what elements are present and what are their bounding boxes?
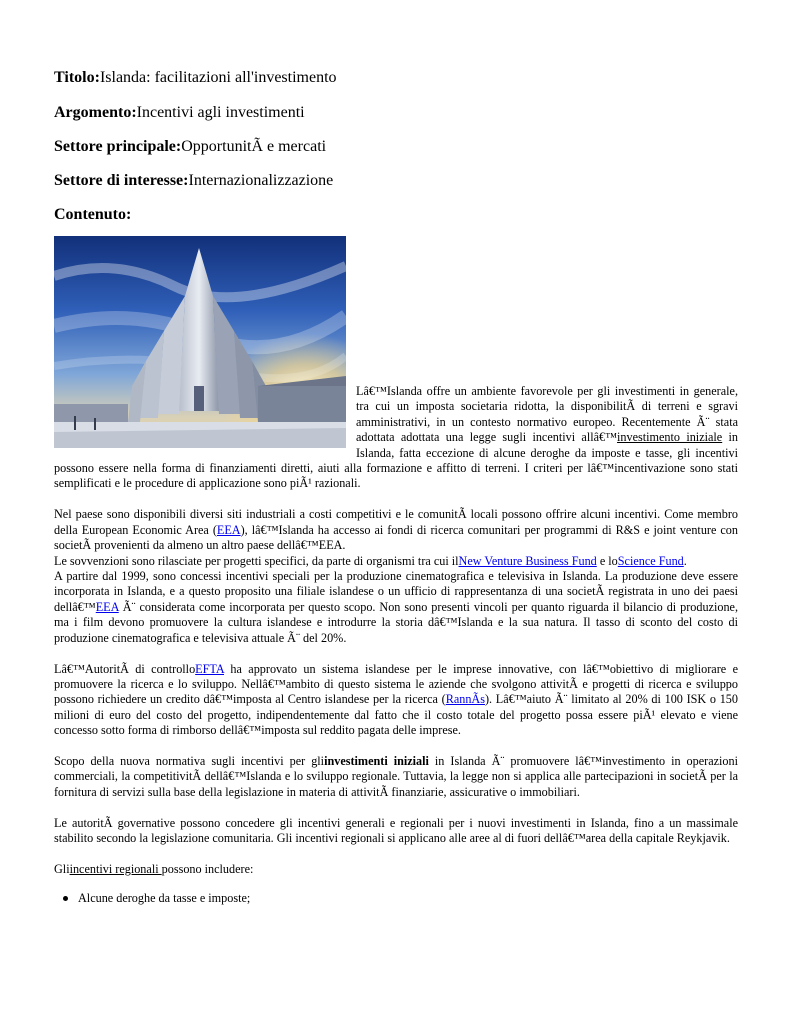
paragraph-eea xyxy=(54,507,738,646)
titolo-line xyxy=(54,68,337,88)
eea-text-1: Nel paese sono disponibili diversi siti industriali a costi competitivi e le comunitÃ locali possono offrire alcuni incentivi. Come membro della European Economic Area ( xyxy=(54,507,738,537)
scopo-text-1: Scopo della nuova normativa sugli incentivi per gli xyxy=(54,754,325,769)
bullet-icon xyxy=(63,896,68,901)
incentivi-regionali-term: incentivi regionali xyxy=(69,862,162,877)
autorita-text: Le autoritÃ governative possono concedere gli incentivi generali e regionali per i nuovi investimenti in Islanda, fino a un massimale stabilito secondo la legislazione comunitaria. Gli incentivi regionali si applicano alle aree al di fuori dellâ€™area della capitale Reykjavik. xyxy=(54,815,738,846)
efta-text-1: Lâ€™AutoritÃ di controllo xyxy=(54,661,196,676)
eea-link[interactable]: EEA xyxy=(216,522,241,537)
content-body xyxy=(54,236,738,907)
settore-principale-value: OpportunitÃ e mercati xyxy=(181,138,327,155)
eea-text-2: ), lâ€™Islanda ha accesso ai fondi di ricerca comunitari per programmi di R&S e joint venture con societÃ provenienti da almeno un altro paese dellâ€™EEA. xyxy=(54,522,738,553)
cinema-text-2: Ã¨ considerata come incorporata per questo scopo. Non sono presenti vincoli per quanto riguarda il bilancio di produzione, ma i film devono promuovere la cultura islandese e introdurre la storia dâ€™Islanda e la sua natura. Il tasso di sconto del costo di produzione cinematografica e televisiva attuale Ã¨ del 20%. xyxy=(54,599,738,645)
intro-text-2: in Islanda, fatta eccezione di alcune deroghe da imposte e tasse, gli incentivi possono essere nella forma di finanziamenti diretti, aiuti alla formazione e affitto di terreni. I criteri per lâ€™incentivazione sono stati semplificati e le procedure di applicazione sono piÃ¹ razionali. xyxy=(54,430,739,491)
paragraph-autorita xyxy=(54,816,738,847)
list-item-text: Alcune deroghe da tasse e imposte; xyxy=(78,891,251,906)
argomento-label: Argomento: xyxy=(54,104,137,121)
incentives-list xyxy=(54,891,738,906)
contenuto-line xyxy=(54,205,131,225)
fund-period: . xyxy=(683,553,687,568)
investimento-iniziale-term: investimento iniziale xyxy=(617,430,723,445)
efta-text-3: ). Lâ€™aiuto Ã¨ limitato al 20% di 100 ISK o 150 milioni di euro del costo del progetto, indipendentemente dal fatto che il costo totale del progetto possa essere piÃ¹ elevato e viene concesso sotto forma di rimborso dellâ€™imposta sul reddito pagata delle imprese. xyxy=(54,692,738,738)
regionali-text-1: Gli xyxy=(54,862,70,877)
list-item xyxy=(78,891,738,906)
efta-link[interactable]: EFTA xyxy=(195,661,224,676)
rannis-link[interactable]: RannÃs xyxy=(445,692,485,707)
settore-interesse-label: Settore di interesse: xyxy=(54,172,189,189)
intro-text-1: Lâ€™Islanda offre un ambiente favorevole per gli investimenti in generale, tra cui un imposta societaria ridotta, la disponibilitÃ di terreni e sgravi amministrativi, in un contesto normativo europeo. Recentemente Ã¨ stata adottata adottata una legge sugli incentivi allâ€™ xyxy=(356,384,738,445)
eea-link-2[interactable]: EEA xyxy=(95,599,119,614)
fund-connector-text: e lo xyxy=(596,553,618,568)
titolo-label: Titolo: xyxy=(54,69,100,86)
settore-principale-line xyxy=(54,137,326,157)
argomento-value: Incentivi agli investimenti xyxy=(136,104,305,121)
settore-interesse-line xyxy=(54,171,333,191)
settore-principale-label: Settore principale: xyxy=(54,138,182,155)
paragraph-scopo xyxy=(54,754,738,800)
sovvenzioni-text: Le sovvenzioni sono rilasciate per progetti specifici, da parte di organismi tra cui il xyxy=(54,553,459,568)
cinema-text-1: A partire dal 1999, sono concessi incentivi speciali per la produzione cinematografica e televisiva in Islanda. La produzione deve essere incorporata in Islanda, e a questo proposito una filiale islandese o un ufficio di rappresentanza di una societÃ registrata in uno dei paesi dellâ€™ xyxy=(54,568,738,614)
investimenti-iniziali-bold: investimenti iniziali xyxy=(324,754,429,769)
church-photo xyxy=(54,236,346,448)
titolo-value: Islanda: facilitazioni all'investimento xyxy=(99,69,337,86)
scopo-text-2: in Islanda Ã¨ promuovere lâ€™investimento in operazioni commerciali, la competitivitÃ dellâ€™Islanda e lo sviluppo regionale. Tuttavia, la legge non si applica alle partecipazioni in societÃ per la fornitura di servizi sulla base della legislazione in materia di attivitÃ finanziarie, assicurative o immobiliari. xyxy=(54,754,738,799)
efta-text-2: ha approvato un sistema islandese per le imprese innovative, con lâ€™obiettivo di migliorare e promuovere la ricerca e lo sviluppo. Nellâ€™ambito di questo sistema le aziende che svolgono attivitÃ e progetti di ricerca e sviluppo possono richiedere un credito dâ€™imposta al Centro islandese per la ricerca ( xyxy=(54,661,738,707)
regionali-text-2: possono includere: xyxy=(161,862,254,877)
new-venture-fund-link[interactable]: New Venture Business Fund xyxy=(458,553,597,568)
paragraph-efta xyxy=(54,662,738,739)
settore-interesse-value: Internazionalizzazione xyxy=(188,172,334,189)
argomento-line xyxy=(54,103,305,123)
contenuto-label: Contenuto: xyxy=(54,206,132,223)
paragraph-regionali xyxy=(54,862,738,877)
science-fund-link[interactable]: Science Fund xyxy=(617,553,684,568)
